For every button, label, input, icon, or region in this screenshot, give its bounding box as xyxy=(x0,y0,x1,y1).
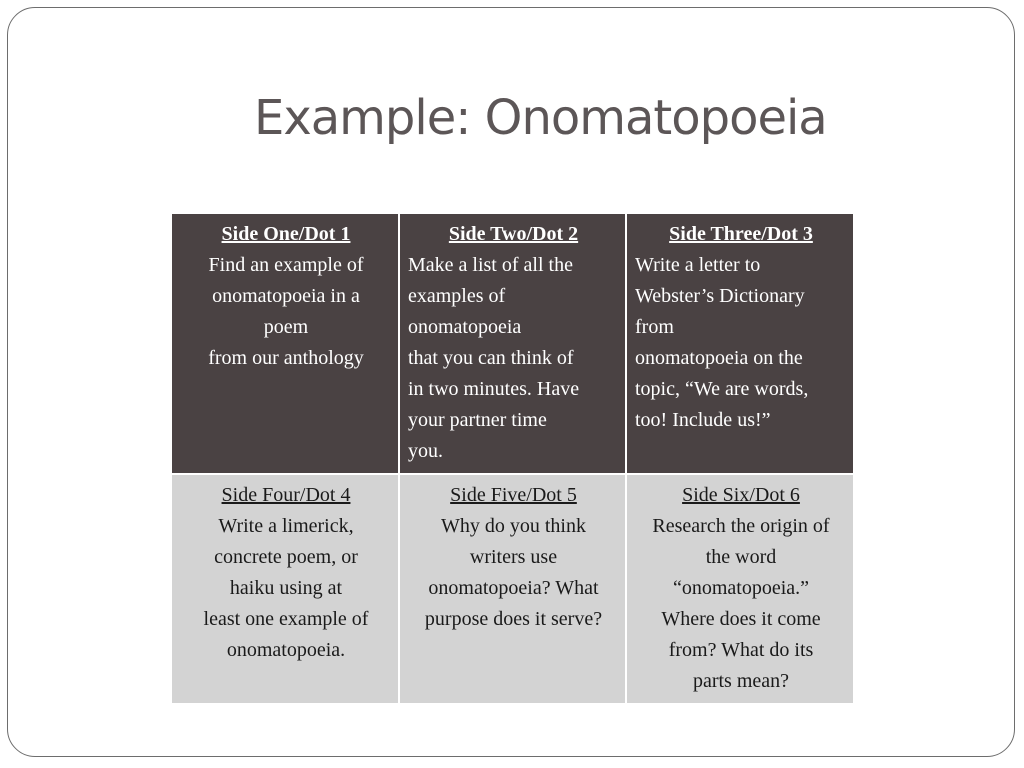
table-cell-side-one xyxy=(171,213,399,474)
cell-text-line: from? What do its xyxy=(668,639,814,661)
cell-text-line: topic, “We are words, xyxy=(635,378,809,400)
table-cell-side-six xyxy=(626,474,854,704)
cell-text-line: you. xyxy=(408,440,443,462)
cell-text-line: that you can think of xyxy=(408,347,574,369)
cell-text-line: Find an example of xyxy=(208,254,364,276)
cell-heading: Side Two/Dot 2 xyxy=(448,223,579,245)
cell-text-line: Write a limerick, xyxy=(218,515,354,537)
cell-text-line: Why do you think xyxy=(441,515,586,537)
cell-text-line: your partner time xyxy=(408,409,547,431)
cell-text-line: onomatopoeia? What xyxy=(428,577,599,599)
slide-frame xyxy=(7,7,1015,757)
slide-title: Example: Onomatopoeia xyxy=(254,90,827,146)
table-cell-side-four xyxy=(171,474,399,704)
activity-table xyxy=(170,212,855,705)
cell-text-line: onomatopoeia in a xyxy=(212,285,360,307)
cell-text-line: parts mean? xyxy=(692,670,790,692)
cell-heading: Side Six/Dot 6 xyxy=(682,484,800,506)
table-row-bottom xyxy=(171,474,854,704)
cell-text-line: too! Include us!” xyxy=(635,409,771,431)
cell-heading: Side Three/Dot 3 xyxy=(669,223,813,245)
cell-text-line: examples of xyxy=(408,285,506,307)
cell-text-line: from xyxy=(635,316,674,338)
table-cell-side-three xyxy=(626,213,854,474)
cell-heading: Side Five/Dot 5 xyxy=(450,484,577,506)
cell-text-line: onomatopoeia xyxy=(408,316,522,338)
cell-text-line: Where does it come xyxy=(661,608,821,630)
cell-text-line: in two minutes. Have xyxy=(408,378,580,400)
cell-text-line: purpose does it serve? xyxy=(424,608,603,630)
cell-text-line: Webster’s Dictionary xyxy=(635,285,805,307)
cell-text-line: haiku using at xyxy=(229,577,343,599)
cell-text-line: “onomatopoeia.” xyxy=(672,577,810,599)
cell-text-line: from our anthology xyxy=(208,347,364,369)
cell-text-line: Make a list of all the xyxy=(408,254,573,276)
cell-heading: Side One/Dot 1 xyxy=(221,223,351,245)
cell-text-line: onomatopoeia on the xyxy=(635,347,803,369)
cell-text-line: poem xyxy=(263,316,309,338)
cell-text-line: Research the origin of xyxy=(652,515,830,537)
cell-text-line: least one example of xyxy=(203,608,369,630)
cell-text-line: concrete poem, or xyxy=(214,546,358,568)
cell-text-line: the word xyxy=(705,546,777,568)
cell-text-line: Write a letter to xyxy=(635,254,761,276)
cell-text-line: onomatopoeia. xyxy=(226,639,346,661)
cell-text-line: writers use xyxy=(469,546,558,568)
table-cell-side-five xyxy=(399,474,626,704)
table-row-top xyxy=(171,213,854,474)
cell-heading: Side Four/Dot 4 xyxy=(221,484,351,506)
table-cell-side-two xyxy=(399,213,626,474)
